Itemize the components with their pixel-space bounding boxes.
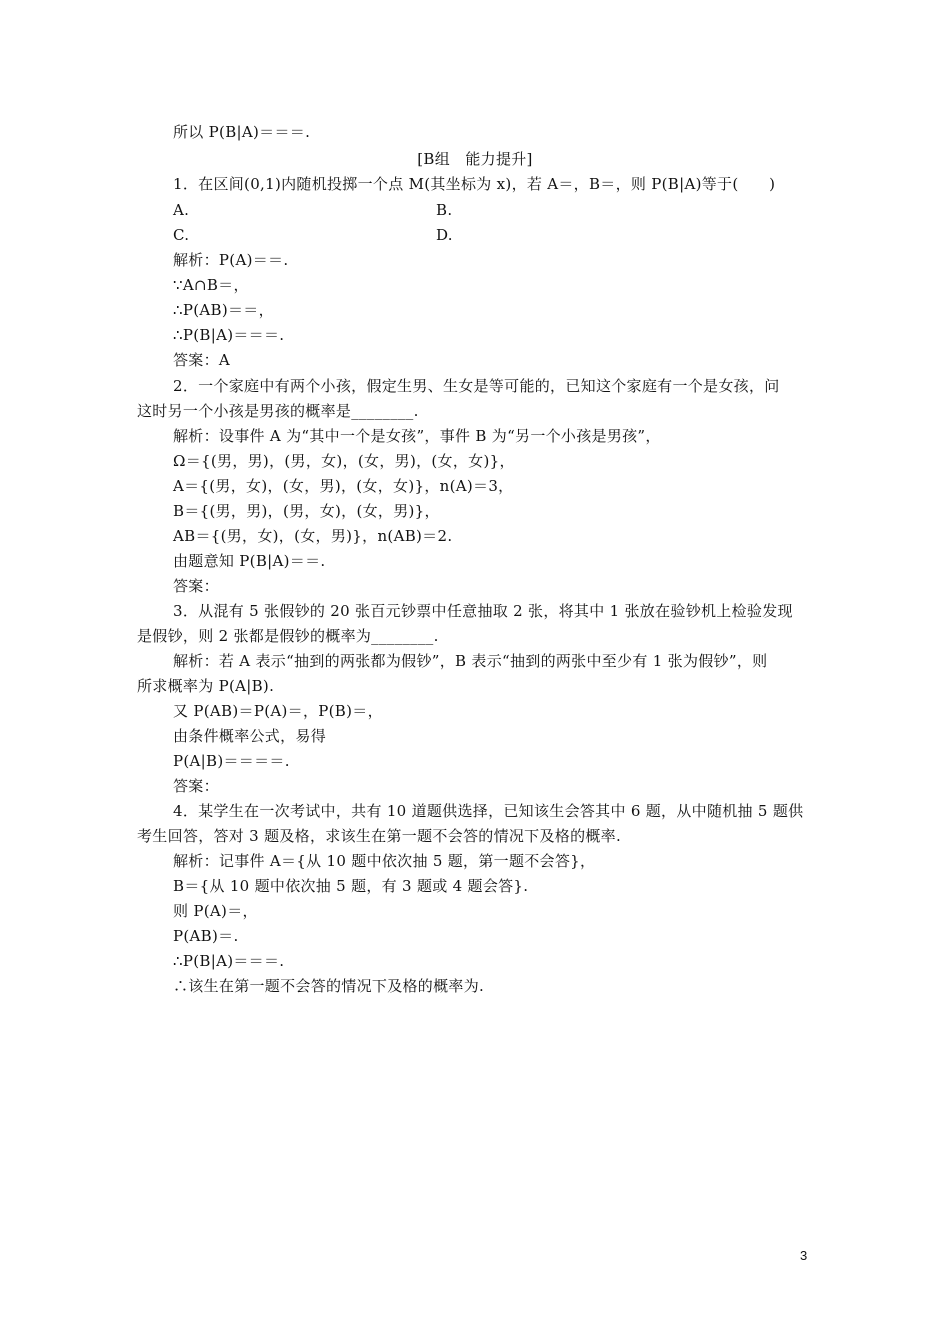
- text-line: B＝{从 10 题中依次抽 5 题，有 3 题或 4 题会答}.: [173, 877, 529, 895]
- text-line: 这时另一个小孩是男孩的概率是________.: [137, 402, 419, 420]
- page-number: 3: [800, 1248, 808, 1263]
- question-3: 3．从混有 5 张假钞的 20 张百元钞票中任意抽取 2 张，将其中 1 张放在验钞机上检验发现: [173, 602, 793, 620]
- option-b: B.: [436, 201, 453, 219]
- question-4: 4．某学生在一次考试中，共有 10 道题供选择，已知该生会答其中 6 题，从中随机抽 5 题供: [173, 802, 804, 820]
- question-2: 2．一个家庭中有两个小孩，假定生男、生女是等可能的，已知这个家庭有一个是女孩，问: [173, 377, 780, 395]
- answer-line: 答案：: [173, 777, 219, 795]
- text-line: Ω＝{(男，男)，(男，女)，(女，男)，(女，女)}，: [173, 452, 515, 470]
- text-line: 考生回答，答对 3 题及格，求该生在第一题不会答的情况下及格的概率.: [137, 827, 622, 845]
- option-d: D.: [436, 226, 453, 244]
- text-line: A＝{(男，女)，(女，男)，(女，女)}，n(A)＝3，: [173, 477, 514, 495]
- answer-line: 答案：: [173, 577, 219, 595]
- text-line: 所以 P(B|A)＝＝＝.: [173, 123, 311, 141]
- text-line: 又 P(AB)＝P(A)＝，P(B)＝，: [173, 702, 383, 720]
- text-line: P(AB)＝.: [173, 927, 239, 945]
- text-line: ∴P(AB)＝＝，: [173, 301, 274, 319]
- text-line: 解析：记事件 A＝{从 10 题中依次抽 5 题，第一题不会答}，: [173, 852, 596, 870]
- section-heading: [B组 能力提升]: [417, 150, 533, 168]
- text-line: B＝{(男，男)，(男，女)，(女，男)}，: [173, 502, 440, 520]
- answer-line: 答案：A: [173, 351, 231, 369]
- question-1: 1．在区间(0,1)内随机投掷一个点 M(其坐标为 x)，若 A＝，B＝，则 P(B|A)等于( ): [173, 175, 776, 193]
- option-a: A.: [173, 201, 190, 219]
- text-line: 解析：P(A)＝＝.: [173, 251, 289, 269]
- text-line: 解析：设事件 A 为“其中一个是女孩”，事件 B 为“另一个小孩是男孩”，: [173, 427, 661, 445]
- text-line: 是假钞，则 2 张都是假钞的概率为________.: [137, 627, 439, 645]
- text-line: ∴P(B|A)＝＝＝.: [173, 952, 285, 970]
- option-c: C.: [173, 226, 190, 244]
- text-line: 所求概率为 P(A|B).: [137, 677, 275, 695]
- text-line: 由条件概率公式，易得: [173, 727, 327, 745]
- text-line: ∴P(B|A)＝＝＝.: [173, 326, 285, 344]
- text-line: 则 P(A)＝，: [173, 902, 258, 920]
- text-line: AB＝{(男，女)，(女，男)}，n(AB)＝2.: [173, 527, 453, 545]
- text-line: P(A|B)＝＝＝＝.: [173, 752, 290, 770]
- text-line: ∵A∩B＝，: [173, 276, 249, 294]
- text-line: ∴该生在第一题不会答的情况下及格的概率为.: [173, 977, 485, 995]
- text-line: 解析：若 A 表示“抽到的两张都为假钞”，B 表示“抽到的两张中至少有 1 张为假钞”，则: [173, 652, 768, 670]
- text-line: 由题意知 P(B|A)＝＝.: [173, 552, 326, 570]
